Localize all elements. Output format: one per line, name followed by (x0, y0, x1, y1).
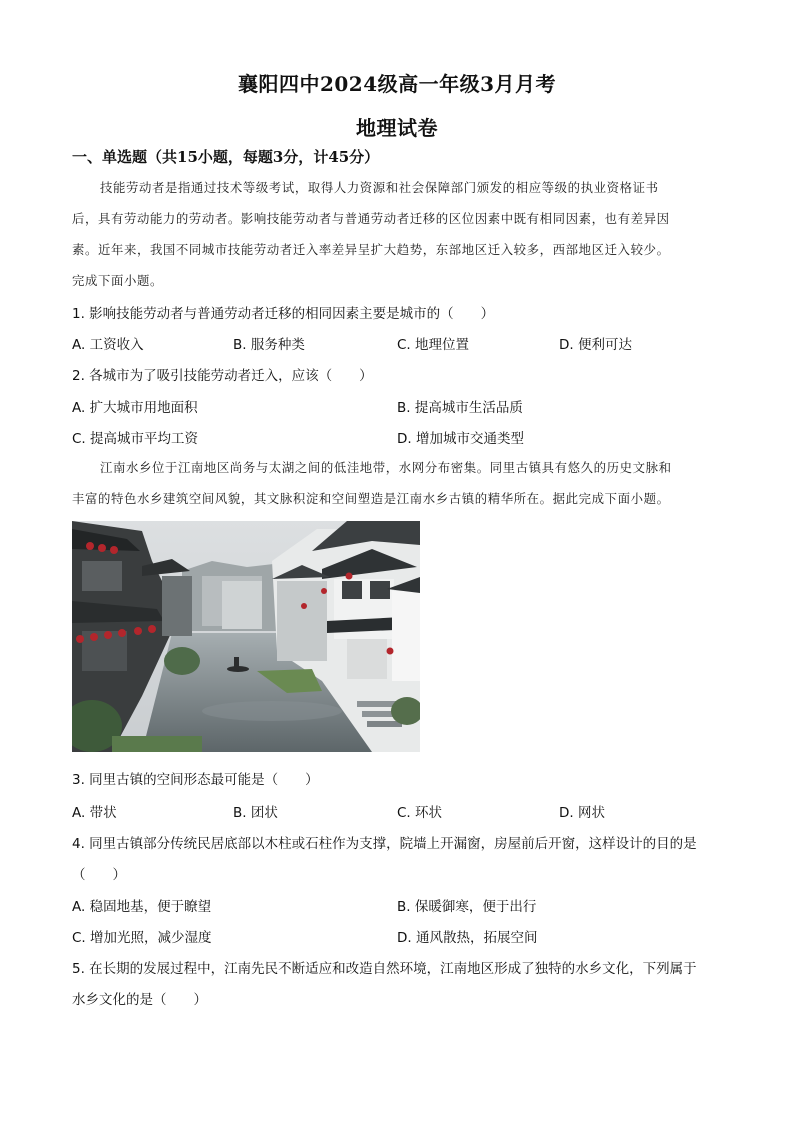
exam-subtitle: 地理试卷 (356, 116, 438, 140)
material2-line: 江南水乡位于江南地区尚务与太湖之间的低洼地带，水网分布密集。同里古镇具有悠久的历史文脉和 (100, 460, 672, 475)
question-1-option-a: A. 工资收入 (72, 337, 144, 353)
question-4-option-c: C. 增加光照，减少湿度 (72, 930, 212, 946)
question-3-stem: 3. 同里古镇的空间形态最可能是（ ） (72, 772, 319, 788)
question-4-option-d: D. 通风散热，拓展空间 (397, 930, 538, 946)
question-1-stem: 1. 影响技能劳动者与普通劳动者迁移的相同因素主要是城市的（ ） (72, 306, 495, 322)
question-2-option-a: A. 扩大城市用地面积 (72, 400, 198, 416)
water-town-illustration (72, 521, 420, 752)
question-3-option-d: D. 网状 (559, 805, 605, 821)
question-2-stem: 2. 各城市为了吸引技能劳动者迁入，应该（ ） (72, 368, 373, 384)
question-5-stem-cont: 水乡文化的是（ ） (72, 992, 207, 1008)
water-town-photo (72, 521, 420, 752)
question-1-option-c: C. 地理位置 (397, 337, 470, 353)
question-2-option-b: B. 提高城市生活品质 (397, 400, 523, 416)
material1-line: 完成下面小题。 (72, 273, 163, 288)
question-3-option-b: B. 团状 (233, 805, 278, 821)
material2-line: 丰富的特色水乡建筑空间风貌，其文脉积淀和空间塑造是江南水乡古镇的精华所在。据此完成下面小题。 (72, 491, 670, 506)
question-3-option-a: A. 带状 (72, 805, 117, 821)
material1-line: 技能劳动者是指通过技术等级考试，取得人力资源和社会保障部门颁发的相应等级的执业资格证书 (100, 180, 659, 195)
exam-title: 襄阳四中2024级高一年级3月月考 (237, 72, 557, 96)
question-2-option-d: D. 增加城市交通类型 (397, 431, 524, 447)
question-3-option-c: C. 环状 (397, 805, 443, 821)
question-1-option-b: B. 服务种类 (233, 337, 305, 353)
question-4-option-b: B. 保暖御寒，便于出行 (397, 899, 537, 915)
question-2-option-c: C. 提高城市平均工资 (72, 431, 199, 447)
question-1-option-d: D. 便利可达 (559, 337, 632, 353)
question-5-stem: 5. 在长期的发展过程中，江南先民不断适应和改造自然环境，江南地区形成了独特的水乡文化，下列属于 (72, 961, 697, 977)
section-heading: 一、单选题（共15小题，每题3分，计45分） (72, 148, 380, 166)
question-4-stem-cont: （ ） (72, 867, 126, 883)
material1-line: 后，具有劳动能力的劳动者。影响技能劳动者与普通劳动者迁移的区位因素中既有相同因素，也有差异因 (72, 211, 670, 226)
question-4-stem: 4. 同里古镇部分传统民居底部以木柱或石柱作为支撑，院墙上开漏窗，房屋前后开窗，这样设计的目的是 (72, 836, 697, 852)
material1-line: 素。近年来，我国不同城市技能劳动者迁入率差异呈扩大趋势，东部地区迁入较多，西部地区迁入较少。 (72, 242, 670, 257)
question-4-option-a: A. 稳固地基，便于瞭望 (72, 899, 212, 915)
